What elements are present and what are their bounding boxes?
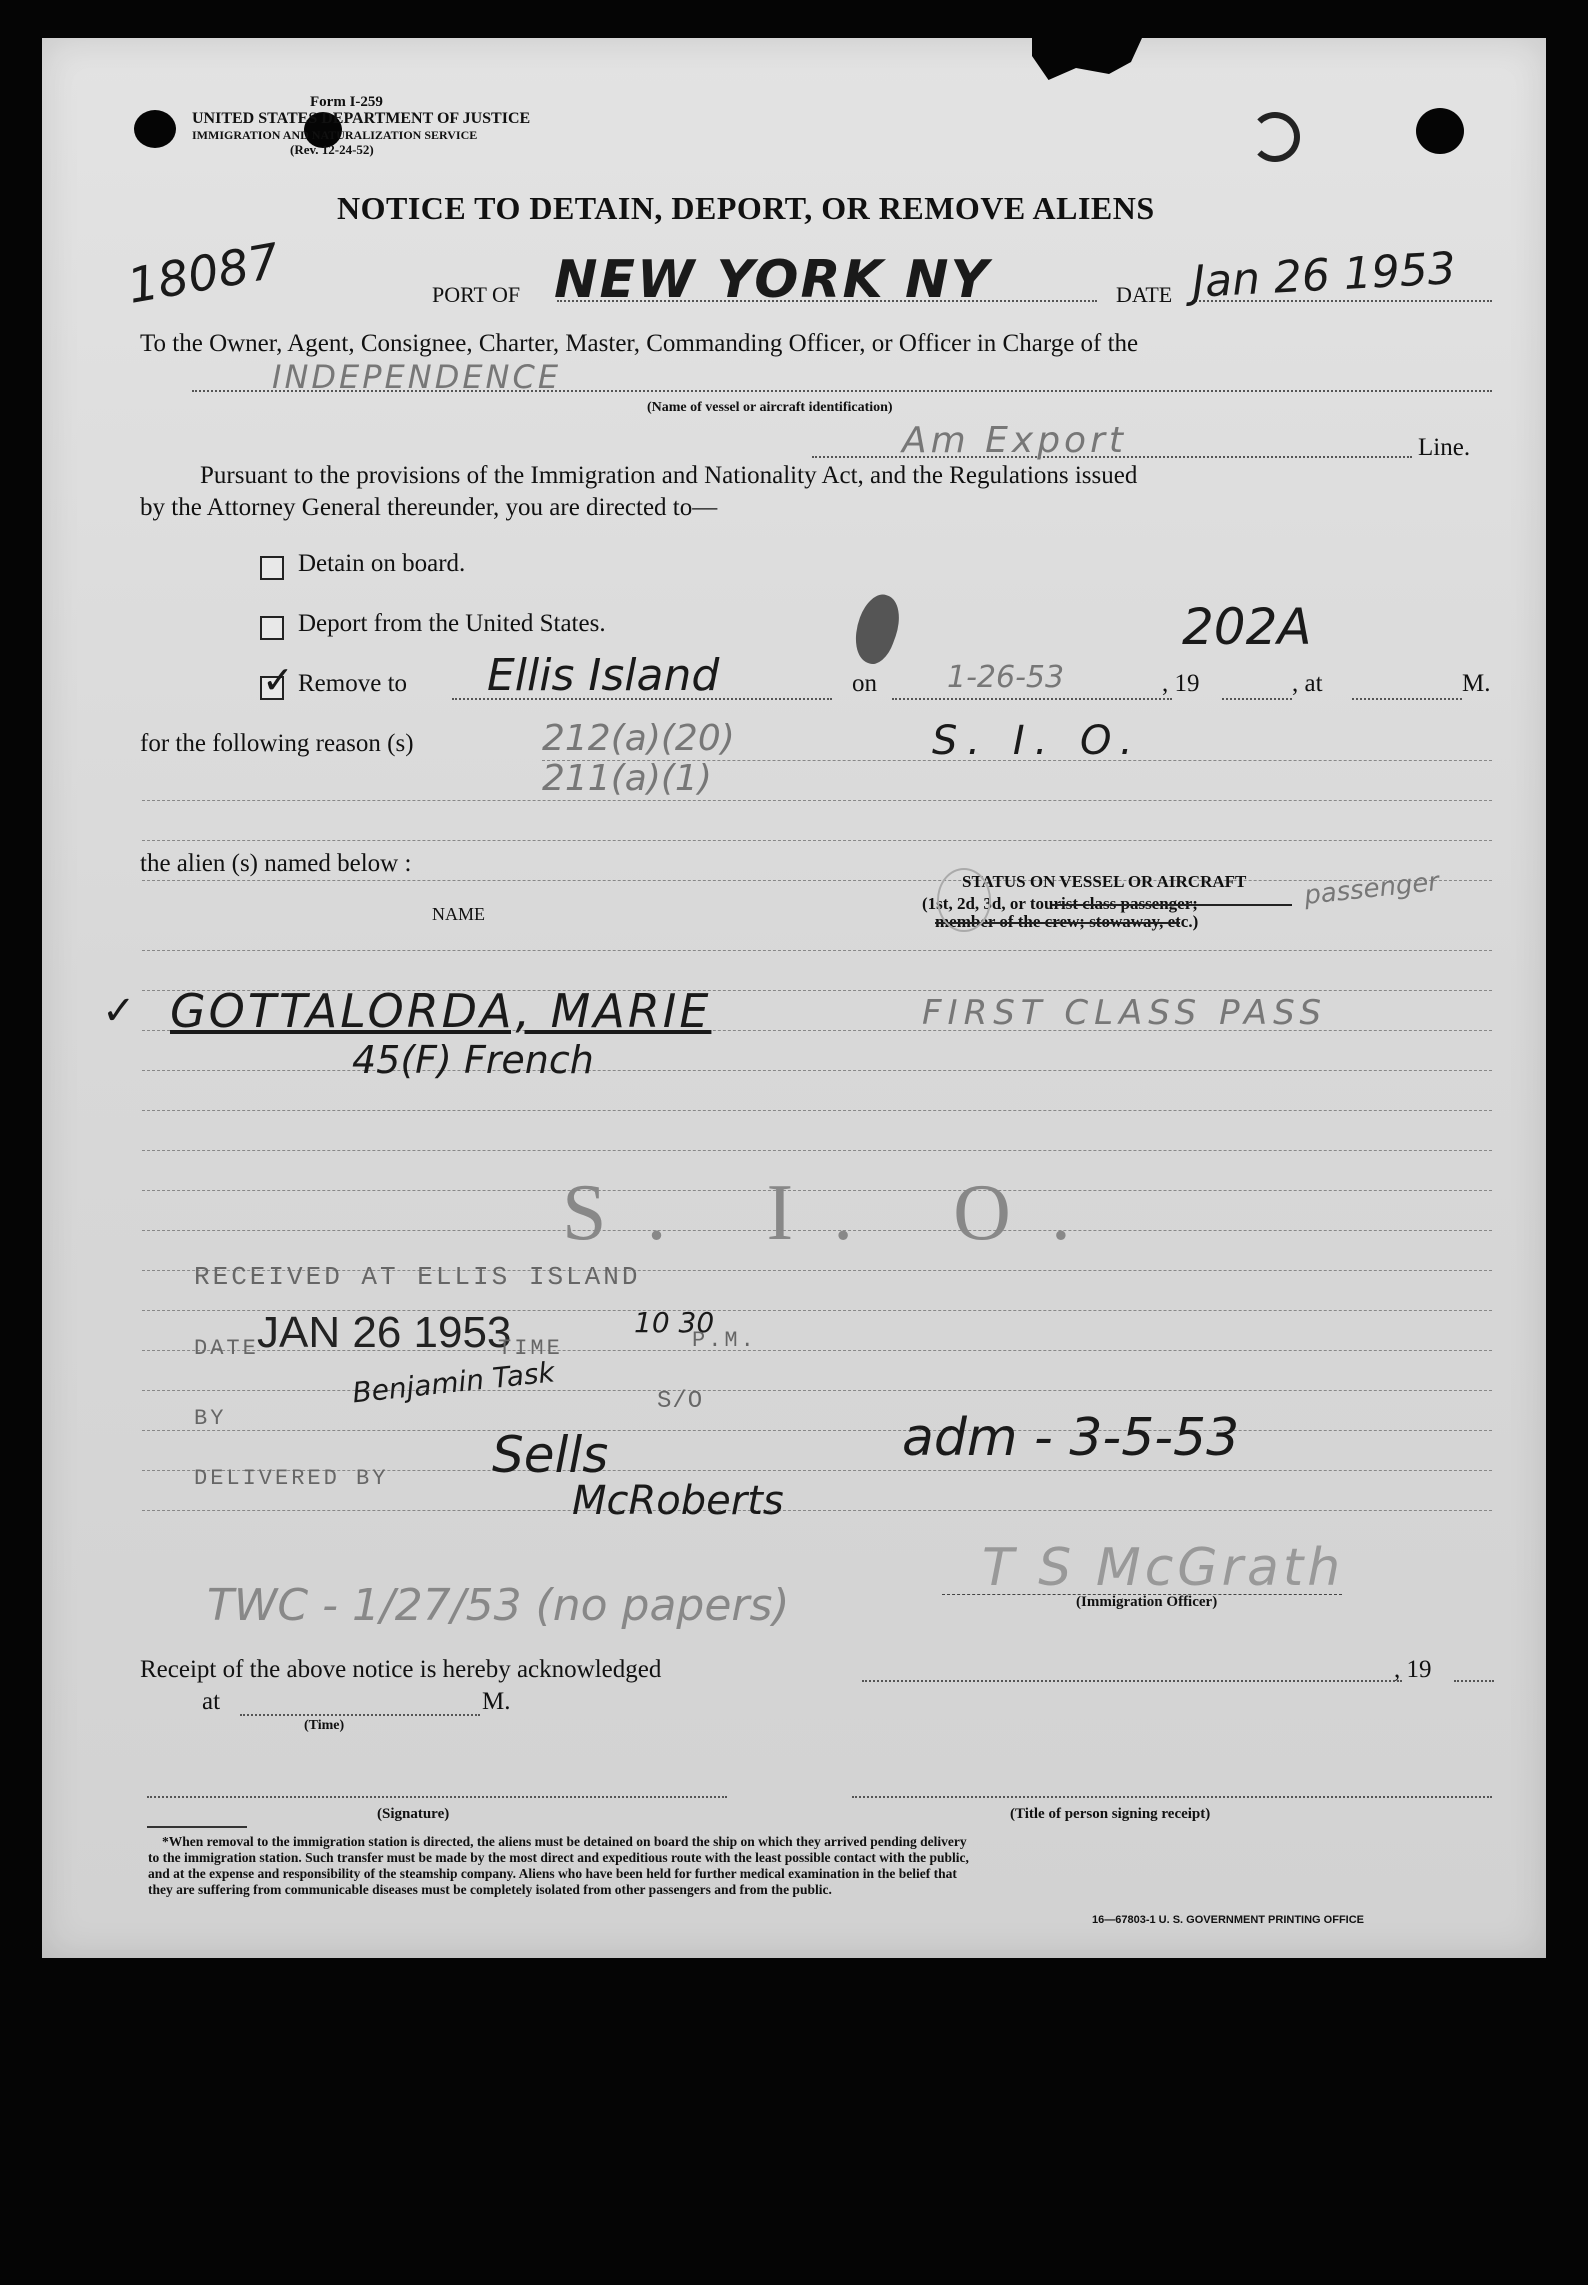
m-label: M. [1462,670,1491,697]
reason-3: 211(a)(1) [542,758,712,799]
alien-status: FIRST CLASS PASS [922,993,1328,1033]
receipt-year: , 19 [1394,1656,1432,1683]
time-caption: (Time) [304,1718,345,1733]
detain-label: Detain on board. [298,550,466,577]
date-label: DATE [1116,282,1173,307]
status-sub-2: member of the crew; stowaway, etc.) [935,912,1199,931]
status-header: STATUS ON VESSEL OR AIRCRAFT [962,872,1247,891]
footnote-2: to the immigration station. Such transfer must be made by the most direct and expeditious route with the least possible contact with the public, [148,1850,969,1865]
deport-checkbox[interactable] [260,616,284,640]
reason-2: S. I. O. [932,718,1143,764]
strike-line-1 [1052,904,1292,906]
form-page [42,38,1546,1958]
date-value: Jan 26 1953 [1190,243,1457,308]
bottom-note: TWC - 1/27/53 (no papers) [207,1580,790,1631]
signature-caption: (Signature) [377,1806,450,1822]
alien-check-icon: ✓ [102,988,136,1034]
stamp-time-suffix: P.M. [692,1328,757,1353]
stamp-so-label: S/O [657,1388,704,1415]
stamp-date-label: DATE [194,1336,259,1361]
check-mark-icon: ✓ [262,658,294,702]
footnote-1: *When removal to the immigration station is directed, the aliens must be detained on board the ship on which they arrived pending delivery [162,1834,967,1849]
detain-checkbox[interactable] [260,556,284,580]
status-note: passenger [1302,867,1441,911]
agency-line-1: UNITED STATES DEPARTMENT OF JUSTICE [192,110,531,127]
title-caption: (Title of person signing receipt) [1010,1806,1211,1822]
revision: (Rev. 12-24-52) [290,142,374,157]
remove-destination: Ellis Island [487,650,720,701]
line-value: Am Export [902,420,1127,461]
status-sub-1: (1st, 2d, 3d, or tourist class passenger; [922,894,1198,913]
port-label: PORT OF [432,282,521,307]
delivered-signature-1: Sells [492,1426,609,1484]
officer-caption: (Immigration Officer) [1076,1594,1218,1610]
delivered-signature-2: McRoberts [572,1478,784,1524]
stamp-signature: Benjamin Task [350,1355,557,1410]
vessel-caption: (Name of vessel or aircraft identification) [647,400,893,415]
on-value: 1-26-53 [947,660,1065,695]
year-label: , 19 [1162,670,1200,697]
alien-detail: 45(F) French [352,1038,594,1082]
file-number: 18087 [123,233,284,315]
punch-hole-right [1416,108,1464,154]
stamp-time-label: TIME [498,1336,563,1361]
port-value: NEW YORK NY [554,250,991,310]
agency-line-2: IMMIGRATION AND NATURALIZATION SERVICE [192,128,478,142]
on-label: on [852,670,877,697]
receipt-at: at [202,1688,221,1715]
line-label: Line. [1418,434,1471,461]
printer-line: 16—67803-1 U. S. GOVERNMENT PRINTING OFFICE [1092,1914,1365,1926]
reasons-label: for the following reason (s) [140,730,414,757]
deport-label: Deport from the United States. [298,610,606,637]
footnote-4: they are suffering from communicable diseases must be completely isolated from other passengers and from the public. [148,1882,832,1897]
stamp-received: RECEIVED AT ELLIS ISLAND [194,1262,641,1292]
reason-1: 212(a)(20) [542,718,735,759]
aliens-label: the alien (s) named below : [140,850,412,877]
officer-signature: T S McGrath [982,1538,1345,1598]
status-bracket-mark [937,868,991,932]
alien-name: GOTTALORDA, MARIE [170,984,712,1038]
to-line: To the Owner, Agent, Consignee, Charter, Master, Commanding Officer, or Officer in Charge of the [140,330,1139,357]
name-header: NAME [432,904,485,924]
punch-hole-left [134,110,176,148]
pursuant-line-1: Pursuant to the provisions of the Immigration and Nationality Act, and the Regulations issued [200,462,1138,489]
stamp-date-value: JAN 26 1953 [257,1308,512,1357]
adm-note: adm - 3-5-53 [902,1408,1240,1468]
stamp-by-label: BY [194,1406,227,1431]
stamp-delivered-label: DELIVERED BY [194,1466,389,1491]
form-title: NOTICE TO DETAIN, DEPORT, OR REMOVE ALIENS [337,190,1155,226]
vessel-value: INDEPENDENCE [272,358,562,396]
torn-edge [1032,38,1142,98]
receipt-line: Receipt of the above notice is hereby acknowledged [140,1656,662,1683]
at-label: , at [1292,670,1323,697]
stamp-time-value: 10 30 [634,1306,715,1339]
footnote-3: and at the expense and responsibility of the steamship company. Aliens who have been held for further medical examination in the belief that [148,1866,957,1881]
remove-label: Remove to [298,670,408,697]
form-number: Form I-259 [310,94,383,110]
hole-3 [1250,112,1300,162]
pursuant-line-2: by the Attorney General thereunder, you are directed to— [140,494,718,521]
code-value: 202A [1182,598,1312,656]
receipt-m: M. [482,1688,511,1715]
ink-blot [846,589,908,668]
sio-mark: S. I. O. [562,1169,1111,1257]
